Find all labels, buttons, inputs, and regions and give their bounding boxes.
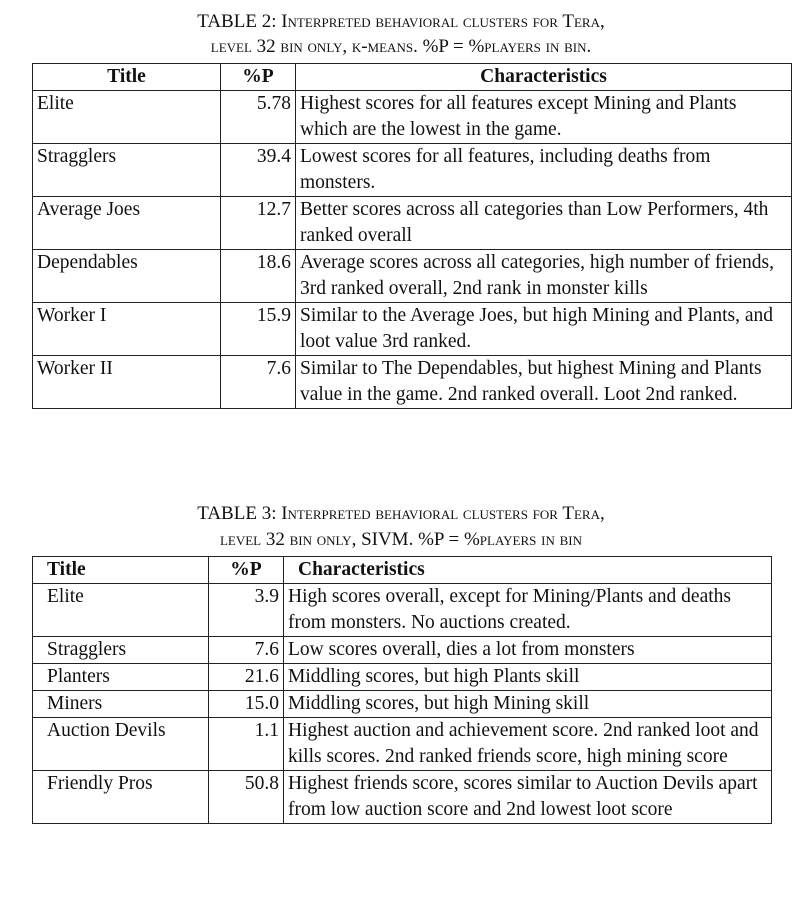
row-characteristics: Better scores across all categories than Low Performers, 4th ranked overall xyxy=(296,197,792,250)
table3-header-characteristics: Characteristics xyxy=(284,557,772,584)
row-characteristics: Average scores across all categories, high number of friends, 3rd ranked overall, 2nd rank in monster kills xyxy=(296,250,792,303)
table-row xyxy=(33,303,792,356)
row-characteristics: High scores overall, except for Mining/Plants and deaths from monsters. No auctions created. xyxy=(284,584,772,637)
row-characteristics: Highest scores for all features except Mining and Plants which are the lowest in the game. xyxy=(296,91,792,144)
row-title: Planters xyxy=(33,664,209,691)
table-row xyxy=(33,637,772,664)
row-title: Elite xyxy=(33,91,221,144)
table3 xyxy=(32,556,772,824)
table-row xyxy=(33,144,792,197)
row-percent: 15.9 xyxy=(221,303,296,356)
table3-caption-line2: level 32 bin only, SIVM. %P = %players in bin xyxy=(219,529,583,550)
row-title: Dependables xyxy=(33,250,221,303)
table3-caption-line1: TABLE 3: Interpreted behavioral clusters for Tera, xyxy=(197,503,605,524)
table-row xyxy=(33,356,792,409)
table2 xyxy=(32,63,792,409)
row-title: Worker II xyxy=(33,356,221,409)
row-characteristics: Middling scores, but high Mining skill xyxy=(284,691,772,718)
row-percent: 15.0 xyxy=(209,691,284,718)
row-percent: 21.6 xyxy=(209,664,284,691)
row-characteristics: Lowest scores for all features, including deaths from monsters. xyxy=(296,144,792,197)
row-title: Stragglers xyxy=(33,637,209,664)
table-row xyxy=(33,771,772,824)
row-percent: 18.6 xyxy=(221,250,296,303)
row-percent: 50.8 xyxy=(209,771,284,824)
table2-header-title: Title xyxy=(33,64,221,91)
row-characteristics: Similar to The Dependables, but highest Mining and Plants value in the game. 2nd ranked overall. Loot 2nd ranked. xyxy=(296,356,792,409)
row-title: Auction Devils xyxy=(33,718,209,771)
row-percent: 39.4 xyxy=(221,144,296,197)
table3-header-row xyxy=(33,557,772,584)
table-row xyxy=(33,91,792,144)
row-percent: 7.6 xyxy=(209,637,284,664)
table3-header-p: %P xyxy=(209,557,284,584)
row-title: Miners xyxy=(33,691,209,718)
row-percent: 7.6 xyxy=(221,356,296,409)
table2-header-p: %P xyxy=(221,64,296,91)
table-row xyxy=(33,664,772,691)
row-percent: 5.78 xyxy=(221,91,296,144)
row-percent: 1.1 xyxy=(209,718,284,771)
table2-header-row xyxy=(33,64,792,91)
row-characteristics: Low scores overall, dies a lot from monsters xyxy=(284,637,772,664)
row-title: Friendly Pros xyxy=(33,771,209,824)
table2-caption-line2: level 32 bin only, k-means. %P = %players in bin. xyxy=(210,36,592,57)
row-title: Elite xyxy=(33,584,209,637)
row-characteristics: Highest auction and achievement score. 2nd ranked loot and kills scores. 2nd ranked friends score, high mining score xyxy=(284,718,772,771)
table-row xyxy=(33,197,792,250)
row-title: Worker I xyxy=(33,303,221,356)
row-percent: 12.7 xyxy=(221,197,296,250)
table2-caption-line1: TABLE 2: Interpreted behavioral clusters for Tera, xyxy=(197,11,605,32)
table-row xyxy=(33,584,772,637)
row-characteristics: Similar to the Average Joes, but high Mining and Plants, and loot value 3rd ranked. xyxy=(296,303,792,356)
table-row xyxy=(33,250,792,303)
row-characteristics: Highest friends score, scores similar to Auction Devils apart from low auction score and 2nd lowest loot score xyxy=(284,771,772,824)
row-title: Average Joes xyxy=(33,197,221,250)
table-row xyxy=(33,718,772,771)
row-characteristics: Middling scores, but high Plants skill xyxy=(284,664,772,691)
table-row xyxy=(33,691,772,718)
table2-header-characteristics: Characteristics xyxy=(296,64,792,91)
row-title: Stragglers xyxy=(33,144,221,197)
table3-header-title: Title xyxy=(33,557,209,584)
row-percent: 3.9 xyxy=(209,584,284,637)
